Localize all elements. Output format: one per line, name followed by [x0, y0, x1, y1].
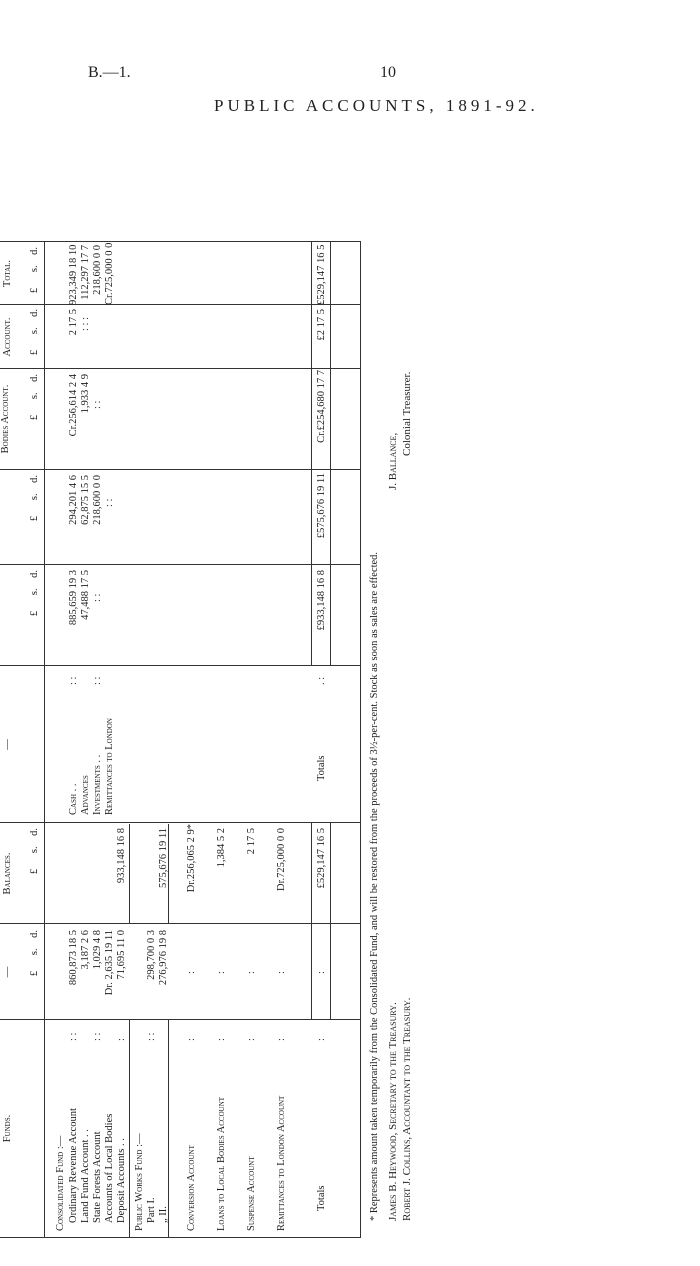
leader-dots: : :: [92, 1032, 103, 1041]
lsd-heading: £ s. d.: [29, 374, 40, 421]
rotated-summary-table-page: [0, 206, 543, 1266]
col-header-public-works: [0, 474, 2, 560]
total-cell: 923,349 18 10: [68, 244, 79, 305]
leader-dots: : : :: [80, 316, 91, 331]
balance-cell: 1,384 5 2: [216, 828, 227, 868]
row-rule: [168, 1020, 169, 1237]
document-reference: B.—1.: [88, 64, 131, 81]
suspense-cell: 2 17 5: [68, 309, 79, 336]
leader-dots: :: [316, 971, 327, 974]
leader-dots: : :: [92, 400, 103, 409]
consolidated-total: £933,148 16 8: [316, 570, 327, 631]
lsd-heading: £ s. d.: [29, 247, 40, 294]
signature-ballance: J. Ballance,: [387, 432, 399, 490]
fund-row-label: Suspense Account: [246, 1156, 257, 1231]
lsd-heading: £ s. d.: [29, 475, 40, 522]
leader-dots: :: [186, 1038, 197, 1041]
col-header-dash: —: [2, 966, 13, 978]
total-cell: 112,297 17 7: [80, 245, 91, 300]
amount-cell: 1,029 4 8: [92, 930, 103, 970]
consolidated-cell: 885,659 19 3: [68, 570, 79, 626]
header-rule: [44, 242, 45, 1237]
col-header-conversion: Bodies Account.: [0, 384, 12, 454]
conversion-cell: 1,933 4 9: [80, 374, 91, 414]
amount-cell: 71,695 11 0: [116, 930, 127, 980]
col-header-suspense: Account.: [2, 317, 14, 357]
fund-row-label: Loans to Local Bodies Account: [216, 1096, 227, 1231]
asset-row-label: Investments . .: [92, 754, 103, 815]
suspense-total: £2 17 5: [316, 309, 327, 341]
public-works-cell: 62,875 15 5: [80, 475, 91, 525]
lsd-heading: £ s. d.: [29, 828, 40, 875]
asset-row-label: Cash . .: [68, 783, 79, 815]
col-header-balances: Balances.: [2, 852, 13, 895]
balance-cell: 575,676 19 11: [158, 828, 169, 888]
leader-dots: :: [276, 1038, 287, 1041]
leader-dots: :: [276, 971, 287, 974]
asset-row-label: Advances: [80, 775, 91, 815]
amount-cell: 276,976 19 8: [158, 930, 169, 986]
leader-dots: : :: [68, 1032, 79, 1041]
col-divider: [0, 1019, 360, 1020]
leader-dots: : :: [92, 676, 103, 685]
total-rule: [330, 823, 331, 1020]
leader-dots: :: [216, 971, 227, 974]
lsd-heading: £ s. d.: [29, 570, 40, 617]
public-works-total: £575,676 19 11: [316, 473, 327, 539]
leader-dots: :: [316, 1038, 327, 1041]
balance-total: £529,147 16 5: [316, 828, 327, 889]
fund-row-label: „ II.: [158, 1206, 169, 1223]
lsd-heading: £ s. d.: [29, 309, 40, 356]
balance-cell: Dr.725,000 0 0: [276, 828, 287, 891]
amount-cell: 860,873 18 5: [68, 930, 79, 986]
page-title: PUBLIC ACCOUNTS, 1891-92.: [214, 96, 539, 115]
leader-dots: :: [216, 1038, 227, 1041]
balance-cell: 2 17 5: [246, 828, 257, 855]
col-divider: [0, 469, 360, 470]
public-works-cell: 218,600 0 0: [92, 475, 103, 525]
public-works-heading: Public Works Fund :—: [134, 1133, 145, 1231]
fund-row-label: Land Fund Account . .: [80, 1129, 91, 1223]
consolidated-fund-heading: Consolidated Fund :—: [55, 1135, 66, 1231]
leader-dots: : :: [104, 498, 115, 507]
col-divider: [0, 564, 360, 565]
leader-dots: : :: [68, 676, 79, 685]
totals-label: Totals: [316, 1185, 327, 1211]
public-works-cell: 294,201 4 6: [68, 475, 79, 525]
total-cell: 218,600 0 0: [92, 245, 103, 295]
amount-cell: Dr. 2,635 19 11: [104, 930, 115, 996]
asset-row-label: Remittances to London: [104, 718, 115, 815]
lsd-heading: £ s. d.: [29, 930, 40, 977]
amount-cell: 298,700 0 3: [146, 930, 157, 980]
balance-cell: 933,148 16 8: [116, 828, 127, 884]
fund-row-label: Ordinary Revenue Account: [68, 1108, 79, 1223]
asset-totals-label: Totals: [316, 755, 327, 781]
grand-total: £529,147 16 5: [316, 244, 327, 305]
conversion-total: Cr.£254,680 17 7: [316, 370, 327, 443]
col-divider: [0, 304, 360, 305]
leader-dots: . :: [316, 676, 327, 685]
col-divider: [0, 822, 360, 823]
total-rule: [330, 242, 331, 666]
col-divider: [0, 665, 360, 666]
fund-row-label: Deposit Accounts . .: [116, 1138, 127, 1223]
signature-collins: Robert J. Collins, Accountant to the Treasury.: [401, 997, 413, 1221]
col-header-consolidated: [0, 569, 2, 661]
col-header-funds: Funds.: [2, 1114, 13, 1143]
fund-row-label: Conversion Account: [186, 1145, 197, 1231]
row-rule: [129, 824, 130, 924]
row-rule: [129, 1020, 130, 1237]
fund-row-label: State Forests Account: [92, 1131, 103, 1223]
col-header-total: Total.: [2, 259, 13, 288]
col-divider: [0, 368, 360, 369]
amount-cell: 3,187 2 6: [80, 930, 91, 970]
balances-table: [0, 241, 361, 1238]
leader-dots: : :: [146, 1032, 157, 1041]
balance-cell: Dr.256,065 2 9*: [186, 824, 197, 893]
fund-row-label: Accounts of Local Bodies: [104, 1113, 115, 1223]
signature-ballance-title: Colonial Treasurer.: [401, 371, 413, 456]
total-rule: [311, 242, 312, 666]
leader-dots: :: [186, 971, 197, 974]
footnote: * Represents amount taken temporarily from the Consolidated Fund, and will be restored from the proceeds of 3½-per-cent. Stock as soon as sales are effected.: [369, 551, 380, 1221]
col-header-dash2: —: [2, 739, 13, 750]
total-rule: [311, 823, 312, 1020]
fund-row-label: Remittances to London Account: [276, 1095, 287, 1231]
col-divider: [0, 923, 360, 924]
total-cell: Cr.725,000 0 0: [104, 242, 115, 305]
page-number: 10: [380, 64, 396, 81]
fund-row-label: Part I.: [146, 1197, 157, 1223]
leader-dots: :: [116, 1038, 127, 1041]
leader-dots: :: [246, 1038, 257, 1041]
consolidated-cell: 47,488 17 5: [80, 570, 91, 620]
conversion-cell: Cr.256,614 2 4: [68, 374, 79, 437]
leader-dots: : :: [92, 593, 103, 602]
signature-heywood: James B. Heywood, Secretary to the Treasury.: [387, 1002, 399, 1221]
leader-dots: :: [246, 971, 257, 974]
